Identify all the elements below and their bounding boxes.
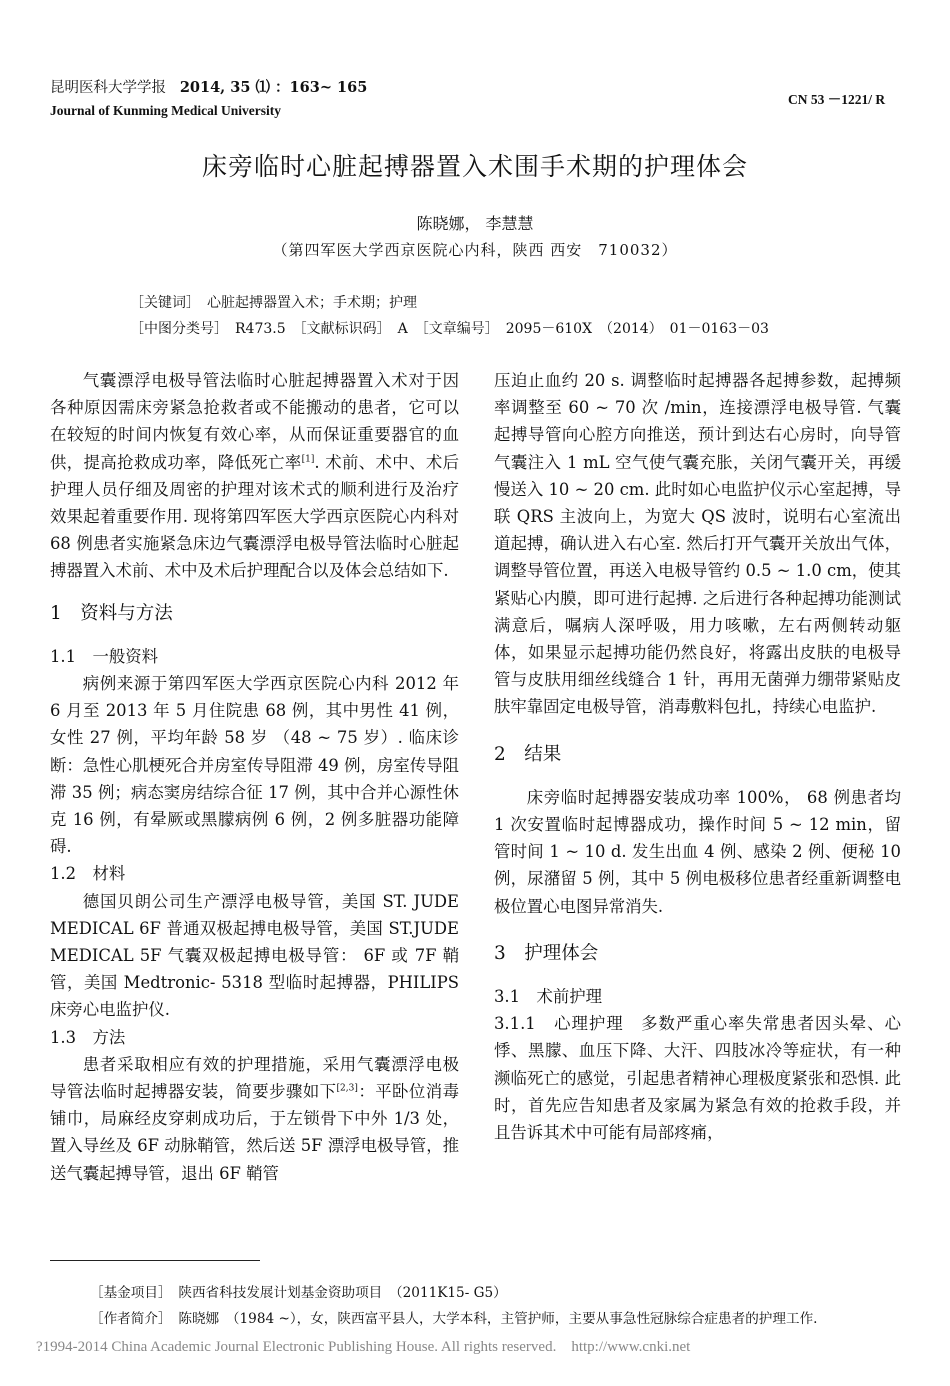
citation-ref: [1] xyxy=(301,454,315,465)
cn-number: CN 53 －1221/ R xyxy=(788,92,886,107)
footnote-divider xyxy=(50,1260,260,1261)
authors: 陈晓娜， 李慧慧 xyxy=(416,214,534,233)
journal-name-cn: 昆明医科大学学报 xyxy=(50,80,166,96)
footnote-author: ［作者简介］ 陈晓娜 （1984 ~），女，陕西富平县人，大学本科，主管护师，主要从事急性冠脉综合症患者的护理工作. xyxy=(90,1311,818,1327)
paragraph-1-3: 患者采取相应有效的护理措施，采用气囊漂浮电极导管法临时起搏器安装，简要步骤如下[2,3]：平卧位消毒铺巾，局麻经皮穿刺成功后，于左锁骨下中外 1/3 处，置入导丝及 6F 动脉鞘管，然后送 5F 漂浮电极导管，推送气囊起搏导管，退出 6F 鞘管 xyxy=(50,1054,460,1183)
section-heading-2: 2 结果 xyxy=(494,743,562,765)
affiliation: （第四军医大学西京医院心内科，陕西 西安 710032） xyxy=(272,241,678,259)
subsection-heading-1-2: 1.2 材料 xyxy=(50,864,126,884)
paragraph-3-1-1: 3.1.1 心理护理 多数严重心率失常患者因头晕、心悸、黑朦、血压下降、大汗、四肢冰冷等症状，有一种濒临死亡的感觉，引起患者精神心理极度紧张和恐惧. 此时，首先应告知患者及家属为紧急有效的抢救手段，并且告诉其术中可能有局部疼痛， xyxy=(494,1014,901,1143)
intro-paragraph: 气囊漂浮电极导管法临时心脏起搏器置入术对于因各种原因需床旁紧急抢救者或不能搬动的患者，它可以在较短的时间内恢复有效心率，从而保证重要器官的血供，提高抢救成功率，降低死亡率[1]. 术前、术中、术后护理人员仔细及周密的护理对该术式的顺利进行及治疗效果起着重要作用. 现将第四军医大学西京医院心内科对 68 例患者实施紧急床边气囊漂浮电极导管法临时心脏起搏器置入术前、术中及术后护理配合以及体会总结如下. xyxy=(50,371,460,581)
right-column xyxy=(494,367,901,1146)
paragraph-1-2: 德国贝朗公司生产漂浮电极导管，美国 ST. JUDE MEDICAL 6F 普通双极起搏电极导管，美国 ST.JUDE MEDICAL 5F 气囊双极起搏电极导管： 6F 或 7F 鞘管，美国 Medtronic- 5318 型临时起搏器，PHILIPS 床旁心电监护仪. xyxy=(50,891,459,1020)
subsection-heading-3-1: 3.1 术前护理 xyxy=(494,987,603,1007)
copyright-notice: ?1994-2014 China Academic Journal Electronic Publishing House. All rights reserved. http://www.cnki.net xyxy=(36,1339,691,1355)
paragraph-1-3-continued: 压迫止血约 20 s. 调整临时起搏器各起搏参数，起搏频率调整至 60 ~ 70 次 /min，连接漂浮电极导管. 气囊起搏导管向心腔方向推送，预计到达右心房时，向导管气囊注入 1 mL 空气使气囊充胀，关闭气囊开关，再缓慢送入 10 ~ 20 cm. 此时如心电监护仪示心室起搏，导联 QRS 主波向上，为宽大 QS 波时，说明右心室流出道起搏，确认进入右心室. 然后打开气囊开关放出气体，调整导管位置，再送入电极导管约 0.5 ~ 1.0 cm，使其紧贴心内膜，即可进行起搏. 之后进行各种起搏功能测试满意后，嘱病人深呼吸，用力咳嗽，左右两侧转动躯体，如果显示起搏功能仍然良好，将露出皮肤的电极导管与皮肤用细丝线缝合 1 针，再用无菌弹力绷带紧贴皮肤牢靠固定电极导管，消毒敷料包扎，持续心电监护. xyxy=(494,371,901,717)
journal-name-en: Journal of Kunming Medical University xyxy=(50,103,282,118)
subsection-heading-1-3: 1.3 方法 xyxy=(50,1027,126,1047)
paragraph-1-1: 病例来源于第四军医大学西京医院心内科 2012 年 6 月至 2013 年 5 月住院患 68 例，其中男性 41 例，女性 27 例，平均年龄 58 岁 （48 ~ 75 岁）. 临床诊断：急性心肌梗死合并房室传导阻滞 49 例，房室传导阻滞 35 例；病态窦房结综合征 17 例，其中合并心源性休克 16 例，有晕厥或黑朦病例 6 例，2 例多脏器功能障碍. xyxy=(50,674,459,857)
citation-ref: [2,3] xyxy=(336,1083,358,1094)
keywords: ［关键词］ 心脏起搏器置入术；手术期；护理 xyxy=(130,295,417,311)
article-title: 床旁临时心脏起搏器置入术围手术期的护理体会 xyxy=(201,152,748,181)
journal-header-cn xyxy=(50,76,367,97)
section-heading-1: 1 资料与方法 xyxy=(50,602,173,624)
section-heading-3: 3 护理体会 xyxy=(494,942,599,964)
left-column xyxy=(50,367,459,1187)
footnote-fund: ［基金项目］ 陕西省科技发展计划基金资助项目 （2011K15- G5） xyxy=(90,1285,507,1301)
citation: 2014, 35 ⑴ ：163~ 165 xyxy=(179,79,368,96)
paragraph-2: 床旁临时起搏器安装成功率 100%， 68 例患者均 1 次安置临时起博器成功，操作时间 5 ~ 12 min，留管时间 1 ~ 10 d. 发生出血 4 例、感染 2 例、便秘 10 例，尿潴留 5 例，其中 5 例电极移位患者经重新调整电极位置心电图异常消失. xyxy=(494,787,901,916)
subsection-heading-1-1: 1.1 一般资料 xyxy=(50,646,159,666)
classification: ［中图分类号］ R473.5 ［文献标识码］ A ［文章编号］ 2095－610X （2014） 01－0163－03 xyxy=(130,321,769,337)
